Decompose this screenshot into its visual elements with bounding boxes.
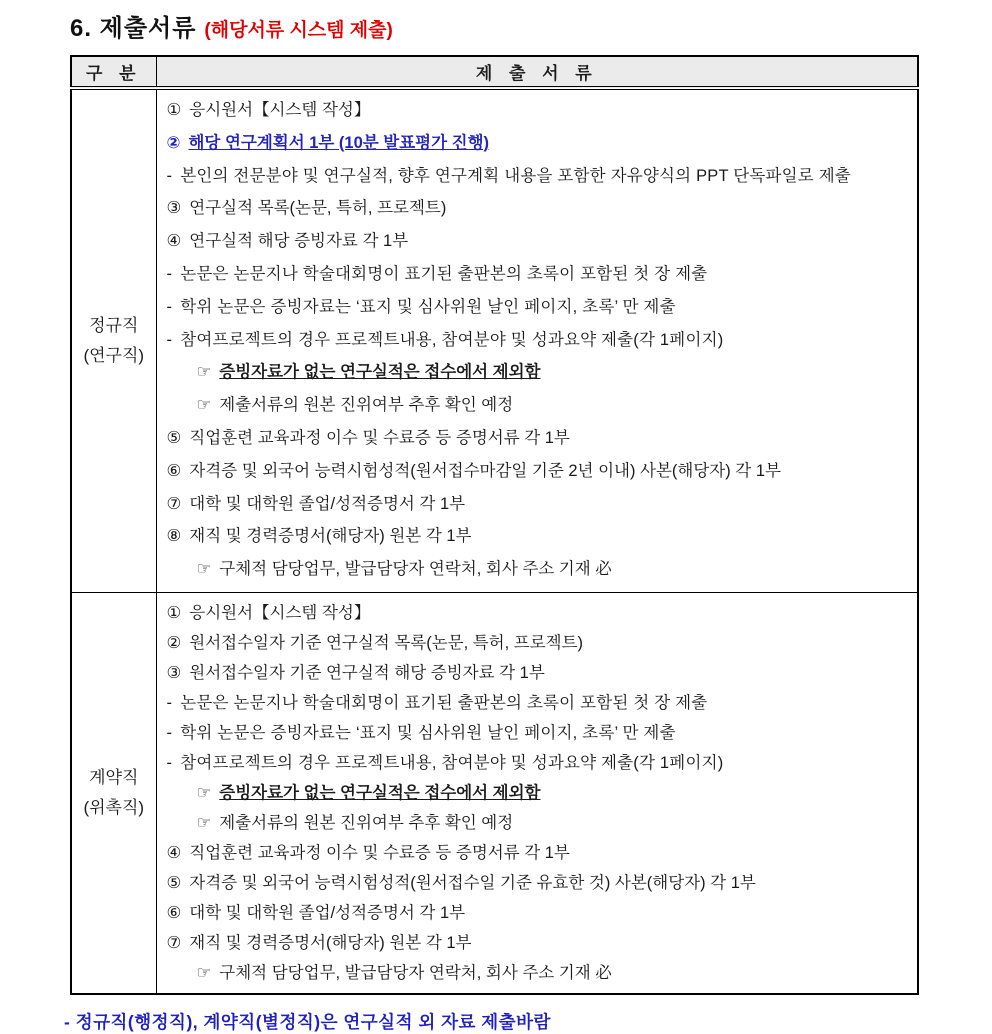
- document-item: [167, 659, 912, 689]
- category-label-line: 정규직: [89, 315, 139, 335]
- page-title-note: (해당서류 시스템 제출): [204, 20, 393, 41]
- table-row: [71, 592, 918, 994]
- item-marker: ④: [166, 232, 182, 251]
- category-cell: [71, 88, 156, 592]
- document-item: [167, 629, 912, 659]
- item-text: 자격증 및 외국어 능력시험성적(원서접수일 기준 유효한 것) 사본(해당자) 각 1부: [189, 873, 756, 892]
- item-marker: -: [166, 166, 173, 185]
- document-item: [167, 227, 912, 260]
- item-marker: ⑤: [166, 428, 182, 447]
- document-item: [167, 424, 912, 457]
- document-item: [197, 391, 912, 424]
- category-label-line: 계약직: [89, 767, 139, 787]
- item-text: 참여프로젝트의 경우 프로젝트내용, 참여분야 및 성과요약 제출(각 1페이지): [180, 330, 724, 349]
- item-marker: ⑧: [166, 527, 182, 546]
- document-item: [197, 555, 912, 588]
- page-title: [70, 8, 920, 43]
- pointer-hand-marker: ☞: [196, 963, 212, 982]
- item-marker: ⑥: [166, 461, 182, 480]
- document-item: [167, 899, 912, 929]
- item-marker: -: [166, 330, 173, 349]
- item-marker: -: [166, 753, 173, 772]
- item-text: 원서접수일자 기준 연구실적 해당 증빙자료 각 1부: [189, 663, 545, 682]
- document-item: [167, 839, 912, 869]
- document-item: [167, 457, 912, 490]
- item-text: 직업훈련 교육과정 이수 및 수료증 등 증명서류 각 1부: [189, 843, 570, 862]
- document-item: [167, 293, 912, 326]
- item-text: 재직 및 경력증명서(해당자) 원본 각 1부: [189, 527, 472, 546]
- item-text: 연구실적 목록(논문, 특허, 프로젝트): [189, 199, 447, 218]
- category-label-line: (연구직): [83, 345, 145, 365]
- item-text: 참여프로젝트의 경우 프로젝트내용, 참여분야 및 성과요약 제출(각 1페이지): [180, 753, 724, 772]
- document-item: [167, 490, 912, 523]
- documents-cell: [156, 592, 918, 994]
- pointer-hand-marker: ☞: [196, 813, 212, 832]
- item-marker: -: [166, 264, 173, 283]
- item-text: 제출서류의 원본 진위여부 추후 확인 예정: [219, 813, 514, 832]
- submission-documents-table: [70, 55, 919, 995]
- item-text: 해당 연구계획서 1부 (10분 발표평가 진행): [188, 133, 490, 152]
- item-text: 학위 논문은 증빙자료는 ‘표지 및 심사위원 날인 페이지, 초록’ 만 제출: [180, 297, 676, 316]
- table-row: [71, 88, 918, 592]
- category-label-line: (위촉직): [83, 797, 145, 817]
- document-item: [167, 162, 912, 195]
- item-text: 본인의 전문분야 및 연구실적, 향후 연구계획 내용을 포함한 자유양식의 PPT 단독파일로 제출: [180, 166, 852, 185]
- item-text: 제출서류의 원본 진위여부 추후 확인 예정: [219, 396, 514, 415]
- column-header-documents: 제 출 서 류: [156, 56, 918, 88]
- item-marker: -: [166, 723, 173, 742]
- item-marker: ⑥: [166, 903, 182, 922]
- item-text: 증빙자료가 없는 연구실적은 접수에서 제외함: [219, 363, 541, 382]
- table-header-row: [71, 56, 918, 88]
- item-text: 구체적 담당업무, 발급담당자 연락처, 회사 주소 기재 必: [219, 963, 612, 982]
- document-item: [167, 260, 912, 293]
- document-item: [167, 749, 912, 779]
- item-marker: -: [166, 297, 173, 316]
- item-marker: ④: [166, 843, 182, 862]
- document-item: [167, 689, 912, 719]
- document-item: [167, 929, 912, 959]
- document-item: [167, 326, 912, 359]
- item-marker: -: [166, 693, 173, 712]
- item-marker: ⑦: [166, 933, 182, 952]
- item-text: 자격증 및 외국어 능력시험성적(원서접수마감일 기준 2년 이내) 사본(해당자) 각 1부: [189, 461, 781, 480]
- pointer-hand-marker: ☞: [196, 783, 212, 802]
- pointer-hand-marker: ☞: [196, 396, 212, 415]
- item-text: 응시원서【시스템 작성】: [189, 101, 371, 119]
- document-item: [167, 96, 912, 129]
- item-text: 논문은 논문지나 학술대회명이 표기된 출판본의 초록이 포함된 첫 장 제출: [180, 264, 708, 283]
- item-text: 연구실적 해당 증빙자료 각 1부: [189, 232, 409, 251]
- item-text: 증빙자료가 없는 연구실적은 접수에서 제외함: [219, 783, 541, 802]
- column-header-category: 구 분: [71, 56, 156, 88]
- item-marker: ③: [166, 199, 182, 218]
- item-text: 대학 및 대학원 졸업/성적증명서 각 1부: [189, 494, 466, 513]
- footer-note: - 정규직(행정직), 계약직(별정직)은 연구실적 외 자료 제출바람: [64, 1011, 551, 1032]
- item-text: 구체적 담당업무, 발급담당자 연락처, 회사 주소 기재 必: [219, 560, 612, 579]
- page-title-text: 6. 제출서류: [70, 15, 197, 42]
- document-item: [167, 129, 912, 162]
- item-text: 대학 및 대학원 졸업/성적증명서 각 1부: [189, 903, 466, 922]
- documents-cell: [156, 88, 918, 592]
- document-item: [197, 959, 912, 989]
- document-item: [197, 809, 912, 839]
- item-marker: ②: [166, 633, 182, 652]
- item-text: 재직 및 경력증명서(해당자) 원본 각 1부: [189, 933, 472, 952]
- item-marker: ⑤: [166, 873, 182, 892]
- item-marker: ③: [166, 663, 182, 682]
- category-cell: [71, 592, 156, 994]
- document-item: [197, 779, 912, 809]
- item-marker: ②: [166, 133, 181, 152]
- item-marker: ⑦: [166, 494, 182, 513]
- document-item: [197, 358, 912, 391]
- pointer-hand-marker: ☞: [196, 363, 212, 382]
- item-text: 논문은 논문지나 학술대회명이 표기된 출판본의 초록이 포함된 첫 장 제출: [180, 693, 708, 712]
- item-text: 응시원서【시스템 작성】: [189, 603, 371, 622]
- document-item: [167, 194, 912, 227]
- item-text: 원서접수일자 기준 연구실적 목록(논문, 특허, 프로젝트): [189, 633, 584, 652]
- document-item: [167, 522, 912, 555]
- document-item: [167, 869, 912, 899]
- document-item: [167, 599, 912, 629]
- item-text: 직업훈련 교육과정 이수 및 수료증 등 증명서류 각 1부: [189, 428, 570, 447]
- item-marker: ①: [166, 603, 182, 622]
- pointer-hand-marker: ☞: [196, 560, 212, 579]
- document-item: [167, 719, 912, 749]
- item-text: 학위 논문은 증빙자료는 ‘표지 및 심사위원 날인 페이지, 초록’ 만 제출: [180, 723, 676, 742]
- item-marker: ①: [166, 101, 182, 119]
